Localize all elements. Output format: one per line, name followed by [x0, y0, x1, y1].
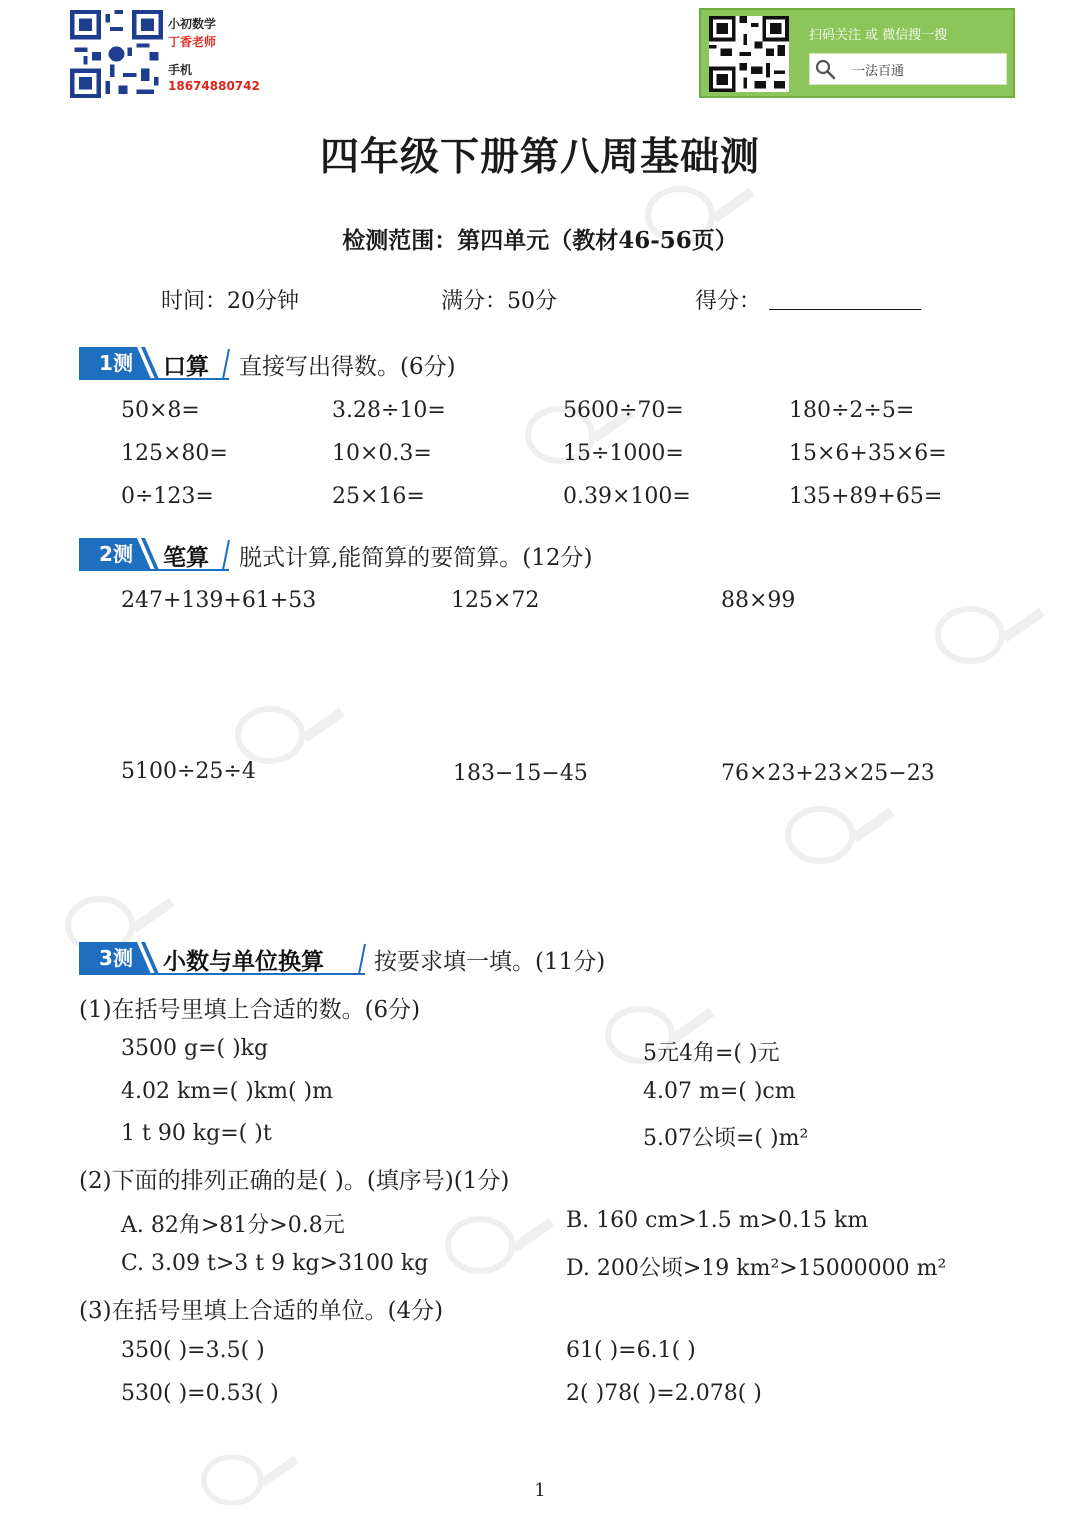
section-2-number: 2测	[99, 542, 133, 566]
page-title: 四年级下册第八周基础测	[319, 134, 760, 180]
oral-item: 135+89+65=	[789, 484, 943, 509]
option-b: B. 160 cm>1.5 m>0.15 km	[566, 1208, 869, 1233]
section-1-instruction: 直接写出得数。(6分)	[239, 354, 456, 380]
wechat-search-box	[809, 53, 1007, 85]
section-2-banner	[79, 536, 699, 572]
option-a: A. 82角>81分>0.8元	[121, 1213, 345, 1238]
oral-item: 50×8=	[121, 398, 200, 423]
option-d: D. 200公顷>19 km²>15000000 m²	[566, 1256, 947, 1281]
fill-number-item: 1 t 90 kg=( )t	[121, 1121, 272, 1146]
oral-item: 10×0.3=	[332, 441, 432, 466]
section-1-banner	[79, 345, 639, 381]
section-3-topic: 小数与单位换算	[163, 948, 324, 975]
written-calc-item: 125×72	[451, 588, 540, 613]
watermark-emblem	[930, 590, 1050, 680]
oral-item: 125×80=	[121, 441, 228, 466]
written-calc-item: 76×23+23×25−23	[721, 761, 935, 786]
fill-unit-item: 350( )=3.5( )	[121, 1338, 265, 1363]
fill-unit-item: 2( )78( )=2.078( )	[566, 1381, 762, 1406]
section-3-instruction: 按要求填一填。(11分)	[374, 949, 606, 975]
oral-item: 15÷1000=	[563, 441, 684, 466]
search-icon	[814, 58, 836, 80]
oral-item: 0÷123=	[121, 484, 214, 509]
option-c: C. 3.09 t>3 t 9 kg>3100 kg	[121, 1251, 429, 1276]
written-calc-item: 247+139+61+53	[121, 588, 317, 613]
written-calc-item: 183−15−45	[453, 761, 588, 786]
oral-item: 180÷2÷5=	[789, 398, 915, 423]
oral-item: 5600÷70=	[563, 398, 684, 423]
promo-line-teacher: 丁香老师	[168, 35, 217, 49]
section-1-number: 1测	[99, 351, 133, 375]
section-2-instruction: 脱式计算,能简算的要简算。(12分)	[239, 545, 593, 571]
wechat-promo-banner	[699, 8, 1015, 98]
fill-number-item: 5元4角=( )元	[643, 1041, 780, 1066]
written-calc-item: 5100÷25÷4	[121, 759, 256, 784]
score-label: 得分：	[695, 289, 762, 314]
part-2-heading: (2)下面的排列正确的是( )。(填序号)(1分)	[79, 1168, 510, 1194]
section-1-topic: 口算	[163, 353, 209, 380]
qr-code-left	[70, 10, 163, 98]
promo-line-phone-label: 手机	[168, 63, 193, 77]
page-number: 1	[534, 1480, 546, 1501]
oral-item: 0.39×100=	[563, 484, 691, 509]
qr-code-right	[709, 16, 789, 92]
full-score: 满分：50分	[441, 289, 557, 314]
oral-item: 25×16=	[332, 484, 425, 509]
watermark-emblem	[440, 1200, 560, 1290]
fill-unit-item: 530( )=0.53( )	[121, 1381, 279, 1406]
fill-number-item: 4.07 m=( )cm	[643, 1079, 796, 1104]
fill-number-item: 3500 g=( )kg	[121, 1036, 269, 1061]
test-scope: 检测范围：第四单元（教材46-56页）	[342, 227, 738, 254]
part-1-heading: (1)在括号里填上合适的数。(6分)	[79, 997, 421, 1023]
fill-number-item: 4.02 km=( )km( )m	[121, 1079, 333, 1104]
oral-item: 15×6+35×6=	[789, 441, 947, 466]
time-limit: 时间：20分钟	[161, 289, 299, 314]
fill-number-item: 5.07公顷=( )m²	[643, 1126, 809, 1151]
section-3-number: 3测	[99, 946, 133, 970]
section-2-topic: 笔算	[163, 544, 209, 571]
promo-line-phone-number: 18674880742	[168, 79, 260, 93]
part-3-heading: (3)在括号里填上合适的单位。(4分)	[79, 1298, 444, 1324]
written-calc-item: 88×99	[721, 588, 796, 613]
search-keyword: 一法百通	[852, 64, 905, 79]
score-blank	[769, 309, 921, 310]
promo-scan-text: 扫码关注 或 微信搜一搜	[809, 28, 948, 43]
promo-contact	[168, 17, 260, 93]
watermark-emblem	[780, 790, 900, 880]
oral-item: 3.28÷10=	[332, 398, 446, 423]
fill-unit-item: 61( )=6.1( )	[566, 1338, 696, 1363]
section-3-banner	[79, 940, 699, 976]
promo-line-subject: 小初数学	[168, 17, 217, 31]
